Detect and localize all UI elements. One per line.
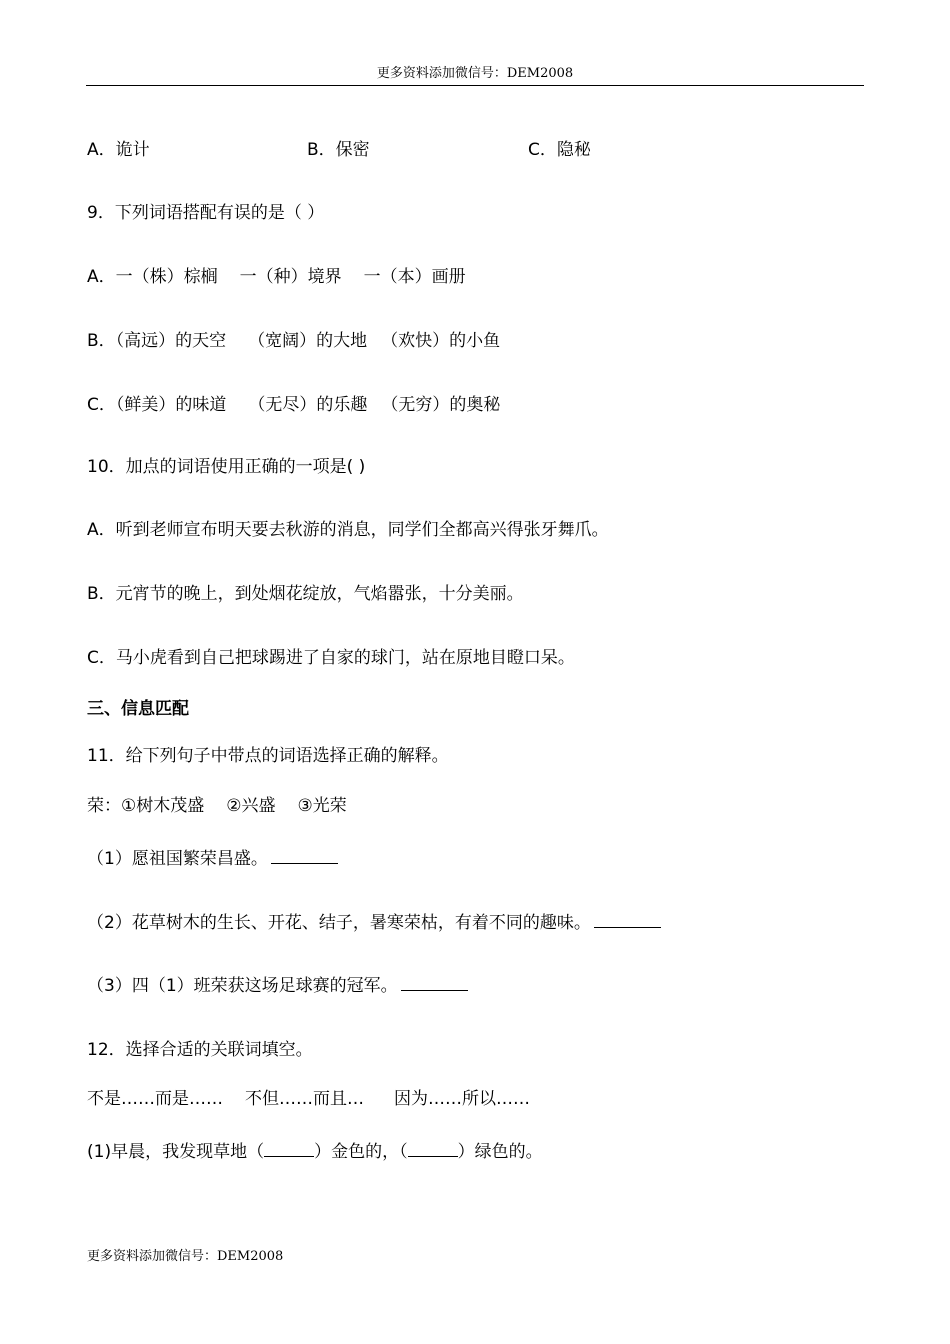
q9-option-b-phrase-2: （宽阔）的大地 xyxy=(248,331,368,351)
q10-option-a: A．听到老师宣布明天要去秋游的消息，同学们全都高兴得张牙舞爪。 xyxy=(87,520,609,540)
q10-option-b: B．元宵节的晚上，到处烟花绽放，气焰嚣张，十分美丽。 xyxy=(87,584,524,604)
section-title: 三、信息匹配 xyxy=(87,699,189,719)
q11-definitions-label: 荣： xyxy=(87,796,121,816)
q9-option-b xyxy=(87,330,500,352)
answer-blank[interactable] xyxy=(401,974,468,991)
q12-sentence-1 xyxy=(87,1140,543,1163)
q12-choices xyxy=(87,1088,530,1110)
q11-sentence-2-text: （2）花草树木的生长、开花、结子，暑寒荣枯，有着不同的趣味。 xyxy=(87,913,591,933)
q9-option-a-phrase-1: 一（株）棕榈 xyxy=(115,267,218,287)
q11-stem: 11．给下列句子中带点的词语选择正确的解释。 xyxy=(87,746,449,766)
q11-sentence-3-text: （3）四（1）班荣获这场足球赛的冠军。 xyxy=(87,976,398,996)
q12-choice-2: 不但……而且… xyxy=(245,1089,364,1109)
q8-option-b: B．保密 xyxy=(307,140,370,160)
q9-option-c xyxy=(87,394,500,416)
page-header: 更多资料添加微信号：DEM2008 xyxy=(376,66,574,81)
q9-stem: 9．下列词语搭配有误的是（ ） xyxy=(87,203,325,223)
q9-option-b-label: B． xyxy=(87,331,116,351)
q11-definition-3: ③光荣 xyxy=(297,796,347,816)
q8-option-c: C．隐秘 xyxy=(528,140,591,160)
q9-option-a-phrase-3: 一（本）画册 xyxy=(363,267,466,287)
q9-option-c-phrase-2: （无尽）的乐趣 xyxy=(248,395,368,415)
q11-sentence-2 xyxy=(87,911,661,934)
answer-blank[interactable] xyxy=(264,1140,314,1157)
q10-stem: 10．加点的词语使用正确的一项是( ) xyxy=(87,457,366,477)
q9-option-c-label: C． xyxy=(87,395,116,415)
q11-definition-2: ②兴盛 xyxy=(226,796,276,816)
answer-blank[interactable] xyxy=(271,847,338,864)
q12-sentence-1-part-2: ）金色的，（ xyxy=(314,1142,408,1162)
answer-blank[interactable] xyxy=(408,1140,458,1157)
q12-choice-1: 不是……而是…… xyxy=(87,1089,223,1109)
q12-choice-3: 因为……所以…… xyxy=(394,1089,530,1109)
page-footer: 更多资料添加微信号：DEM2008 xyxy=(87,1249,284,1264)
q12-sentence-1-part-1: (1)早晨，我发现草地（ xyxy=(87,1142,265,1162)
q9-option-c-phrase-3: （无穷）的奥秘 xyxy=(381,395,501,415)
answer-blank[interactable] xyxy=(594,911,661,928)
q12-stem: 12．选择合适的关联词填空。 xyxy=(87,1040,313,1060)
q11-sentence-3 xyxy=(87,974,468,997)
q11-definition-1: ①树木茂盛 xyxy=(121,796,205,816)
q8-option-a: A．诡计 xyxy=(87,140,150,160)
q9-option-a-label: A． xyxy=(87,267,116,287)
header-divider xyxy=(86,85,864,86)
q9-option-a xyxy=(87,266,466,288)
q10-option-c: C．马小虎看到自己把球踢进了自家的球门，站在原地目瞪口呆。 xyxy=(87,648,575,668)
q11-definitions xyxy=(87,795,347,817)
q11-sentence-1 xyxy=(87,847,338,870)
q9-option-b-phrase-1: （高远）的天空 xyxy=(115,331,227,351)
q12-sentence-1-part-3: ）绿色的。 xyxy=(457,1142,543,1162)
q9-option-c-phrase-1: （鲜美）的味道 xyxy=(115,395,227,415)
q11-sentence-1-text: （1）愿祖国繁荣昌盛。 xyxy=(87,849,268,869)
q9-option-b-phrase-3: （欢快）的小鱼 xyxy=(381,331,501,351)
q9-option-a-phrase-2: 一（种）境界 xyxy=(239,267,342,287)
